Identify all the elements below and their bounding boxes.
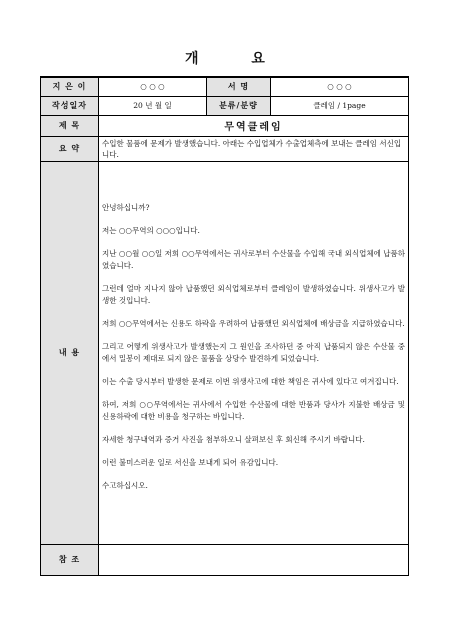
content-label: 내 용 [41,161,99,544]
category-value: 클레임 / 1page [271,96,409,115]
reference-value [99,544,409,575]
content-paragraph: 하여, 저희 ○○무역에서는 귀사에서 수입한 수산물에 대한 반품과 당사가 지불한 배상금 및 신용하락에 대한 비용을 청구하는 바입니다. [102,400,405,421]
reference-row [41,544,409,575]
content-paragraph: 이런 불미스러운 일로 서신을 보내게 되어 유감입니다. [102,458,279,467]
content-body [99,161,409,544]
date-label: 작성일자 [41,96,99,115]
summary-form-table [40,76,409,576]
subject-row [41,115,409,136]
author-row [41,77,409,96]
page-title: 개 요 [185,51,289,67]
content-paragraph: 자세한 청구내역과 증거 사진을 첨부하오니 살펴보신 후 회신해 주시기 바랍니다. [102,435,365,444]
content-paragraph: 저는 ○○무역의 ○○○입니다. [102,226,200,235]
reference-label: 참 조 [41,544,99,575]
content-paragraph: 안녕하십니까? [102,203,150,212]
date-value: 20 년 월 일 [99,96,207,115]
date-row [41,96,409,115]
content-paragraph: 저희 ○○무역에서는 신용도 하락을 우려하여 납품했던 외식업체에 배상금을 지급하였습니다. [102,319,405,328]
subject-value: 무역클레임 [99,115,409,136]
book-title-label: 서 명 [207,77,271,96]
category-label: 분류/분량 [207,96,271,115]
content-paragraph: 수고하십시오. [102,481,148,490]
subject-label: 제 목 [41,115,99,136]
summary-row [41,136,409,161]
summary-value: 수입한 물품에 문제가 발생했습니다. 아래는 수입업체가 수출업체측에 보내는 클레임 서신입니다. [99,136,409,161]
content-row [41,161,409,544]
author-value: ○ ○ ○ [99,77,207,96]
content-paragraph: 그리고 어떻게 위생사고가 발생했는지 그 원인을 조사하던 중 아직 납품되지 않은 수산물 중에서 밀봉이 제대로 되지 않은 물품을 상당수 발견하게 되었습니다. [102,342,405,363]
author-label: 지 은 이 [41,77,99,96]
book-title-value: ○ ○ ○ [271,77,409,96]
summary-label: 요 약 [41,136,99,161]
content-paragraph: 이는 수출 당시부터 발생한 문제로 이번 위생사고에 대한 책임은 귀사에 있다고 여겨집니다. [102,377,399,386]
content-paragraph: 그런데 얼마 지나지 않아 납품했던 외식업체로부터 클레임이 발생하였습니다. 위생사고가 발생한 것입니다. [102,284,405,305]
content-paragraph: 지난 ○○월 ○○일 저희 ○○무역에서는 귀사로부터 수산물을 수입해 국내 외식업체에 납품하였습니다. [102,249,405,270]
